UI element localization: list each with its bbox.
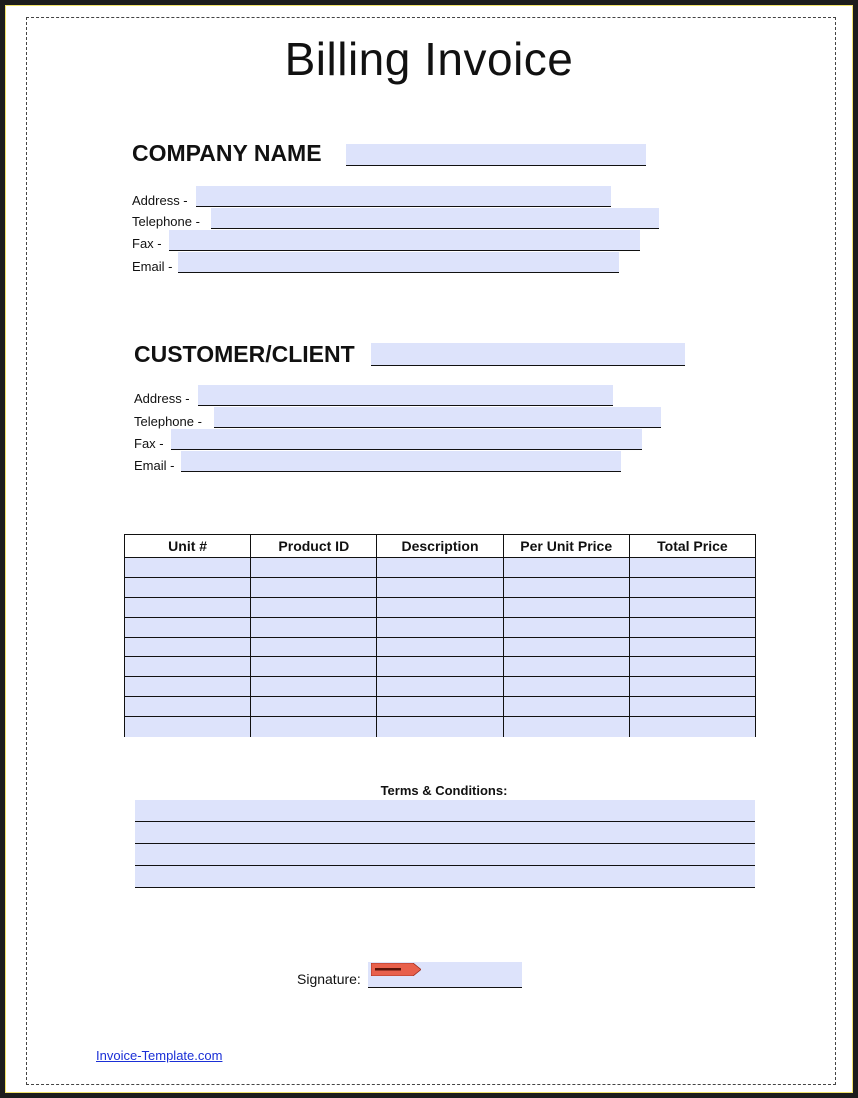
table-cell[interactable] [630,618,755,637]
items-table-header [125,535,755,558]
table-cell[interactable] [630,717,755,737]
column-header-description: Description [377,535,503,557]
company-address-label: Address - [132,193,188,208]
table-cell[interactable] [251,598,377,617]
table-row [125,598,755,618]
table-cell[interactable] [630,677,755,696]
table-cell[interactable] [504,677,630,696]
table-cell[interactable] [504,717,630,737]
table-cell[interactable] [630,638,755,657]
table-row [125,558,755,578]
column-header-product-id: Product ID [251,535,377,557]
table-cell[interactable] [251,697,377,716]
company-address-field[interactable] [196,186,611,207]
sign-here-flag-icon [371,963,421,976]
terms-conditions-label: Terms & Conditions: [380,783,508,798]
company-telephone-field[interactable] [211,208,659,229]
table-cell[interactable] [377,618,503,637]
table-row [125,618,755,638]
table-cell[interactable] [377,578,503,597]
customer-telephone-field[interactable] [214,407,661,428]
invoice-title: Billing Invoice [284,33,574,85]
customer-address-label: Address - [134,391,190,406]
table-row [125,578,755,598]
items-table [124,534,756,737]
company-name-heading: COMPANY NAME [132,140,322,166]
table-row [125,638,755,658]
table-cell[interactable] [125,558,251,577]
terms-conditions-area [135,800,755,888]
table-cell[interactable] [251,578,377,597]
table-cell[interactable] [251,677,377,696]
terms-line[interactable] [135,800,755,822]
customer-address-field[interactable] [198,385,613,406]
company-email-label: Email - [132,259,173,274]
table-cell[interactable] [251,558,377,577]
column-header-total-price: Total Price [657,538,728,554]
table-cell[interactable] [251,638,377,657]
table-cell[interactable] [504,598,630,617]
items-table-body [125,558,755,737]
column-header-unit: Unit # [125,535,251,557]
table-cell[interactable] [377,657,503,676]
company-fax-field[interactable] [169,230,640,251]
table-cell[interactable] [630,657,755,676]
table-cell[interactable] [125,598,251,617]
table-cell[interactable] [251,717,377,737]
table-row [125,657,755,677]
table-cell[interactable] [377,697,503,716]
table-cell[interactable] [125,677,251,696]
company-email-field[interactable] [178,252,619,273]
table-cell[interactable] [125,697,251,716]
table-cell[interactable] [125,618,251,637]
customer-client-field[interactable] [371,343,685,366]
table-cell[interactable] [125,657,251,676]
company-telephone-label: Telephone - [132,214,200,229]
table-cell[interactable] [377,598,503,617]
table-cell[interactable] [125,638,251,657]
customer-email-label: Email - [134,458,175,473]
table-cell[interactable] [630,697,755,716]
customer-fax-label: Fax - [134,436,164,451]
table-cell[interactable] [504,657,630,676]
table-cell[interactable] [377,638,503,657]
table-cell[interactable] [504,697,630,716]
customer-email-field[interactable] [181,451,621,472]
column-header-per-unit-price: Per Unit Price [504,535,630,557]
table-row [125,697,755,717]
terms-line[interactable] [135,822,755,844]
terms-line[interactable] [135,866,755,888]
table-cell[interactable] [630,558,755,577]
table-cell[interactable] [630,598,755,617]
table-row [125,677,755,697]
table-cell[interactable] [504,558,630,577]
table-cell[interactable] [504,578,630,597]
table-cell[interactable] [630,578,755,597]
table-row [125,717,755,737]
table-cell[interactable] [377,717,503,737]
table-cell[interactable] [125,717,251,737]
table-cell[interactable] [504,618,630,637]
company-name-field[interactable] [346,144,646,166]
table-cell[interactable] [251,657,377,676]
table-cell[interactable] [504,638,630,657]
customer-telephone-label: Telephone - [134,414,202,429]
table-cell[interactable] [377,558,503,577]
customer-client-heading: CUSTOMER/CLIENT [134,341,355,367]
terms-line[interactable] [135,844,755,866]
table-cell[interactable] [251,618,377,637]
company-fax-label: Fax - [132,236,162,251]
table-cell[interactable] [125,578,251,597]
customer-fax-field[interactable] [171,429,642,450]
table-cell[interactable] [377,677,503,696]
invoice-template-link[interactable]: Invoice-Template.com [96,1048,223,1063]
signature-label: Signature: [297,971,361,987]
